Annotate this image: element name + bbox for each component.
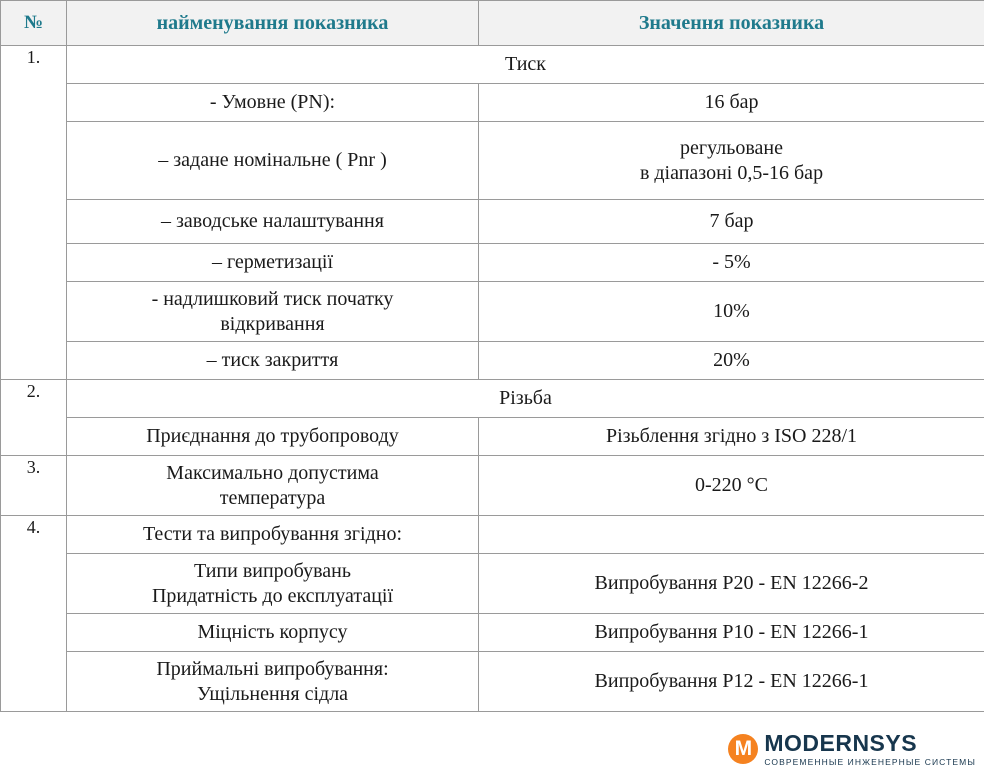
row-number-cell: 2.	[1, 380, 67, 456]
table-row	[1, 614, 984, 652]
table-body	[1, 46, 984, 712]
table-row	[1, 418, 984, 456]
indicator-value-cell: 10%	[479, 282, 984, 342]
table-row	[1, 456, 984, 516]
table-row	[1, 554, 984, 614]
indicator-name-cell: – герметизації	[67, 244, 479, 282]
watermark-logo	[728, 729, 976, 767]
indicator-name-cell: Типи випробувань Придатність до експлуатації	[67, 554, 479, 614]
watermark-tagline: СОВРЕМЕННЫЕ ИНЖЕНЕРНЫЕ СИСТЕМЫ	[764, 756, 976, 767]
indicator-value-cell: Різьблення згідно з ISO 228/1	[479, 418, 984, 456]
table-row	[1, 46, 984, 84]
indicator-name-cell: Максимально допустима температура	[67, 456, 479, 516]
indicator-value-cell: 16 бар	[479, 84, 984, 122]
watermark-text	[764, 729, 976, 767]
indicator-name-cell: - надлишковий тиск початку відкривання	[67, 282, 479, 342]
indicator-value-cell: 20%	[479, 342, 984, 380]
row-number-cell: 4.	[1, 516, 67, 712]
table-row	[1, 84, 984, 122]
indicator-value-cell: Випробування Р12 - EN 12266-1	[479, 652, 984, 712]
indicator-name-cell: Міцність корпусу	[67, 614, 479, 652]
table-row	[1, 200, 984, 244]
indicator-name-cell: Тести та випробування згідно:	[67, 516, 479, 554]
table-row	[1, 652, 984, 712]
table-row	[1, 516, 984, 554]
column-header-name: найменування показника	[67, 1, 479, 46]
indicator-value-cell: Випробування Р10 - EN 12266-1	[479, 614, 984, 652]
table-row	[1, 282, 984, 342]
table-header-row	[1, 1, 984, 46]
column-header-value: Значення показника	[479, 1, 984, 46]
indicator-name-cell: Приєднання до трубопроводу	[67, 418, 479, 456]
modernsys-badge-icon: M	[728, 734, 758, 764]
column-header-number: №	[1, 1, 67, 46]
indicator-value-cell: регульоване в діапазоні 0,5-16 бар	[479, 122, 984, 200]
indicator-name-cell: - Умовне (PN):	[67, 84, 479, 122]
table-row	[1, 122, 984, 200]
table-header	[1, 1, 984, 46]
indicator-name-cell: – тиск закриття	[67, 342, 479, 380]
row-number-cell: 3.	[1, 456, 67, 516]
section-title-cell: Тиск	[67, 46, 984, 84]
table-row	[1, 380, 984, 418]
section-title-cell: Різьба	[67, 380, 984, 418]
watermark-brand-name: MODERNSYS	[764, 729, 918, 756]
indicator-value-cell: Випробування Р20 - EN 12266-2	[479, 554, 984, 614]
table-row	[1, 342, 984, 380]
indicator-value-cell	[479, 516, 984, 554]
indicator-value-cell: 7 бар	[479, 200, 984, 244]
indicator-name-cell: Приймальні випробування: Ущільнення сідла	[67, 652, 479, 712]
indicator-value-cell: 0-220 °C	[479, 456, 984, 516]
indicator-name-cell: – задане номінальне ( Pnr )	[67, 122, 479, 200]
indicator-value-cell: - 5%	[479, 244, 984, 282]
table-row	[1, 244, 984, 282]
row-number-cell: 1.	[1, 46, 67, 380]
indicator-name-cell: – заводське налаштування	[67, 200, 479, 244]
